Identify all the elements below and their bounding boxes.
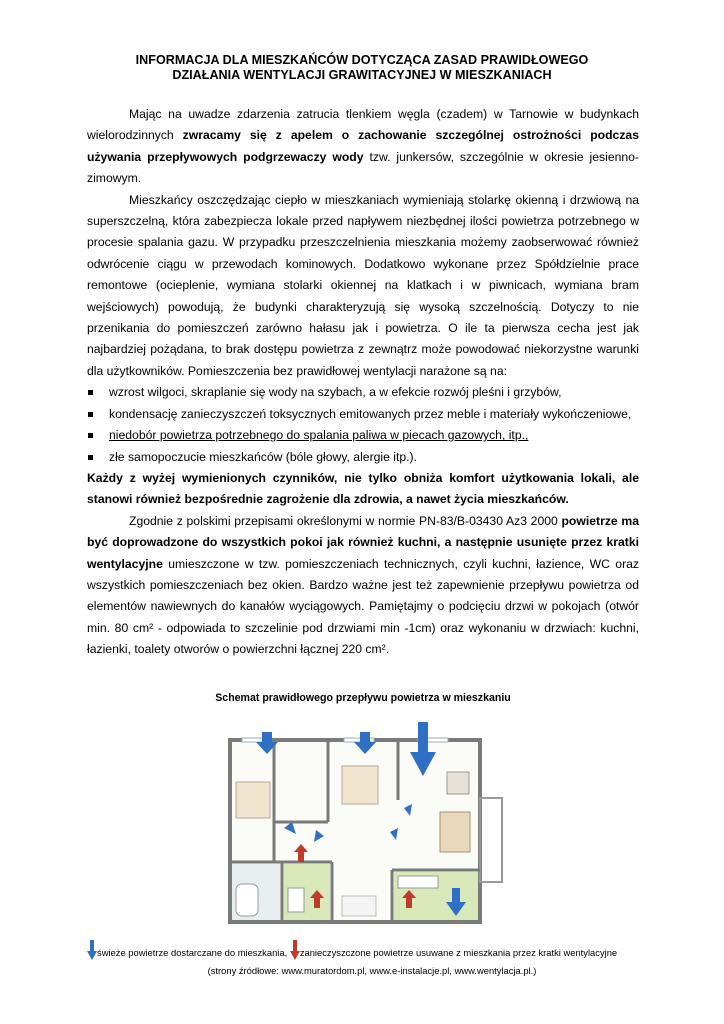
title-line-2: DZIAŁANIA WENTYLACJI GRAWITACYJNEJ W MIESZKANIACH — [172, 68, 552, 82]
p4-text-a: Zgodnie z polskimi przepisami określonymi w normie PN-83/B-03430 Az3 2000 — [129, 513, 562, 528]
p1-bold: zwracamy się z apelem o zachowanie szczególnej ostrożności podczas używania przepływowych podgrzewaczy wody — [87, 128, 639, 164]
bullet-text: wzrost wilgoci, skraplanie się wody na szybach, a w efekcie rozwój pleśni i grzybów, — [109, 385, 562, 400]
p3-bold: Każdy z wyżej wymienionych czynników, nie tylko obniża komfort użytkowania lokali, ale stanowi również bezpośrednie zagrożenie dla zdrowia, a nawet życia mieszkańców. — [87, 470, 639, 507]
legend-fresh-air: świeże powietrze dostarczane do mieszkania, — [97, 947, 288, 958]
document-body — [87, 104, 639, 661]
legend-polluted-air: zanieczyszczone powietrze usuwane z mieszkania przez kratki wentylacyjne — [299, 947, 618, 958]
source-note: (strony źródłowe: www.muratordom.pl, www.e-instalacje.pl, www.wentylacja.pl.) — [207, 965, 537, 976]
dining-table — [440, 812, 470, 852]
paragraph-1 — [87, 104, 639, 190]
paragraph-4 — [87, 511, 639, 661]
hall-cabinet — [342, 896, 376, 916]
floor-plan-diagram — [222, 712, 510, 942]
paragraph-3 — [87, 468, 639, 511]
bullet-item — [87, 404, 639, 425]
bullet-text: złe samopoczucie mieszkańców (bóle głowy, alergie itp.). — [109, 449, 417, 464]
paragraph-2: Mieszkańcy oszczędzając ciepło w mieszkaniach wymieniają stolarkę okienną i drzwiową na superszczelną, która zabezpiecza lokale przed napływem niezbędnej ilości powietrza potrzebnego w procesie spalania gazu. W przypadku przeszczelnienia mieszkania możemy zaobserwować również odwrócenie ciągu w przewodach kominowych. Dodatkowo wykonane przez Spółdzielnie prace remontowe (ocieplenie, wymiana stolarki okiennej na klatkach i w piwnicach, wymiana bram wejściowych) powodują, że budynki charakteryzują się wysoką szczelnością. Dotyczy to nie przenikania do pomieszczeń zarówno hałasu jak i powietrza. O ile ta pierwsza cecha jest jak najbardziej pożądana, to brak dostępu powietrza z zewnątrz może powodować niekorzystne warunki dla użytkowników. Pomieszczenia bez prawidłowej wentylacji narażone są na: — [87, 192, 639, 378]
bullet-item — [87, 382, 639, 403]
p4-bold: powietrze ma być doprowadzone do wszystkich pokoi jak również kuchni, a następnie usunięte przez kratki wentylacyjne — [87, 513, 639, 571]
bullet-text: kondensację zanieczyszczeń toksycznych emitowanych przez meble i materiały wykończeniowe, — [109, 406, 632, 421]
bullet-square-icon — [88, 433, 93, 438]
bullet-text: niedobór powietrza potrzebnego do spalania paliwa w piecach gazowych, itp., — [109, 428, 529, 443]
double-bed — [342, 766, 378, 804]
title-line-1: INFORMACJA DLA MIESZKAŃCÓW DOTYCZĄCA ZASAD PRAWIDŁOWEGO — [135, 53, 589, 67]
bullet-square-icon — [88, 412, 93, 417]
figure-caption: Schemat prawidłowego przepływu powietrza w mieszkaniu — [215, 692, 511, 704]
toilet — [288, 888, 304, 912]
document-title — [60, 53, 664, 83]
kitchen-counter — [398, 876, 438, 888]
balcony — [480, 798, 502, 882]
bullet-item — [87, 425, 639, 446]
fresh-air-arrow-icon — [87, 940, 97, 960]
bed — [236, 782, 270, 818]
armchair — [447, 772, 469, 794]
bathtub — [236, 884, 258, 916]
polluted-air-arrow-icon — [290, 940, 300, 960]
bullet-square-icon — [88, 455, 93, 460]
p1-text-b: tzw. junkersów, szczególnie w okresie jesienno-zimowym. — [87, 149, 639, 186]
bullet-list — [87, 382, 639, 468]
p4-text-b: umieszczone w tzw. pomieszczeniach technicznych, czyli kuchni, łazience, WC oraz wszystkich pomieszczeniach bez okien. Bardzo ważne jest też zapewnienie przepływu powietrza od elementów nawiewnych do kanałów wyciągowych. Pamiętajmy o podcięciu drzwi w pokojach (otwór min. 80 cm² - odpowiada to szczelinie pod drzwiami min -1cm) oraz wykonaniu w drzwiach: kuchni, łazienki, toalety otworów o powierzchni łącznej 220 cm². — [87, 556, 639, 657]
p1-text-a: Mając na uwadze zdarzenia zatrucia tlenkiem węgla (czadem) w Tarnowie w budynkach wielorodzinnych — [87, 107, 639, 143]
legend-row — [87, 940, 657, 960]
bullet-square-icon — [88, 390, 93, 395]
bullet-item — [87, 447, 639, 468]
